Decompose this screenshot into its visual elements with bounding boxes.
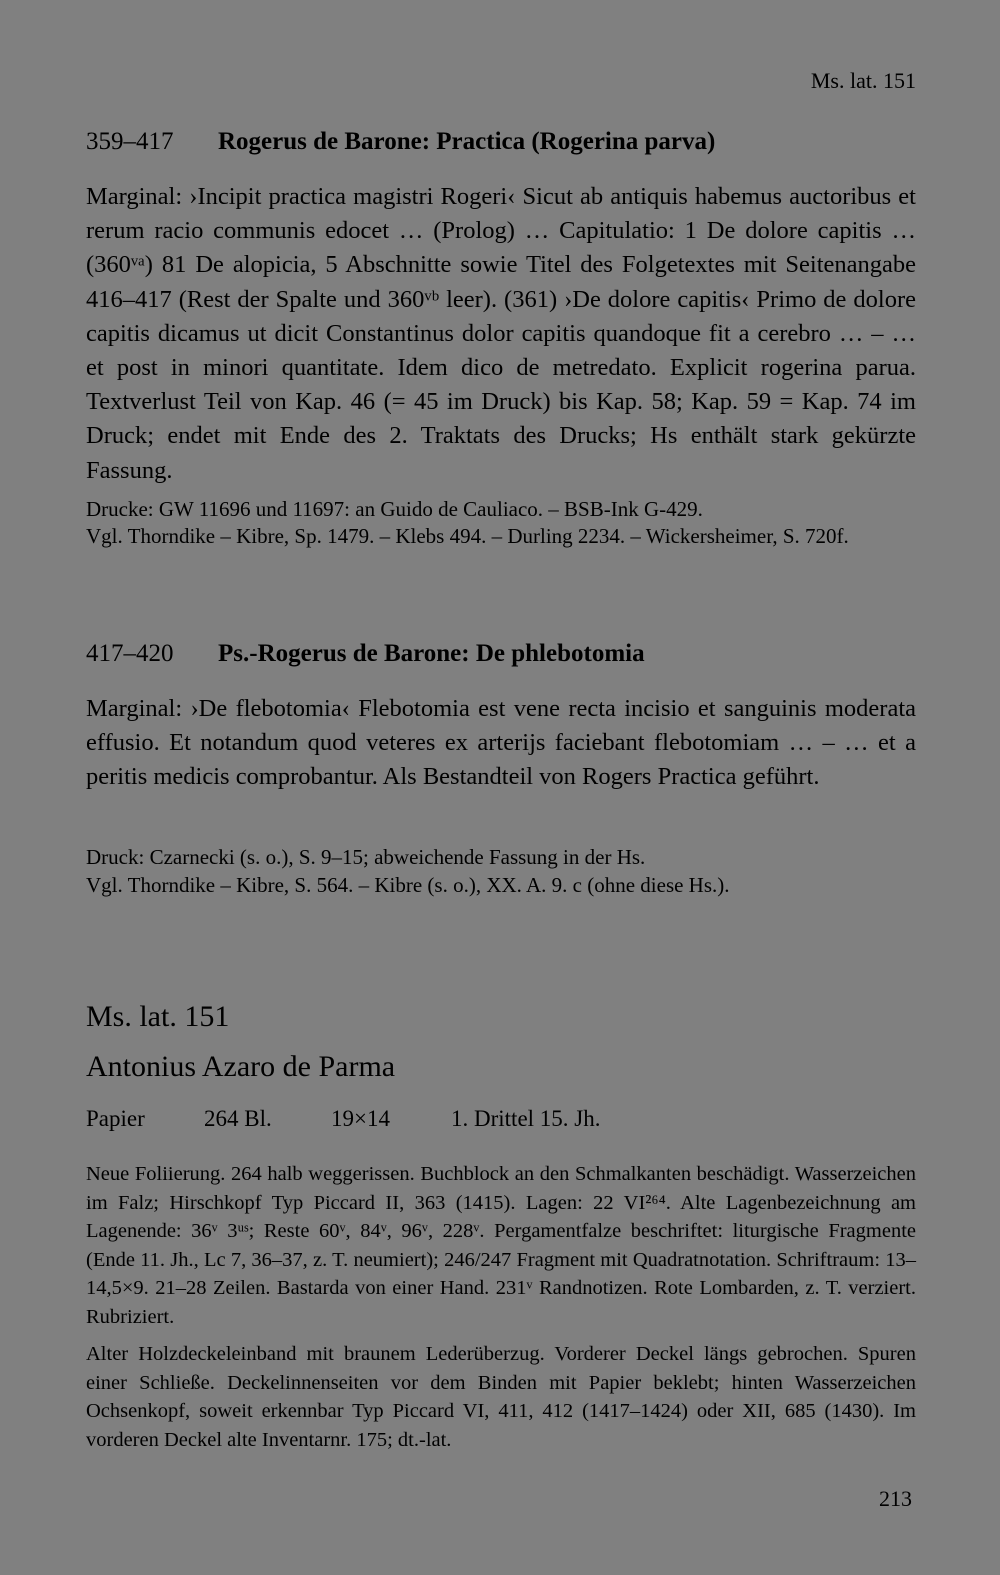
binding-description: Alter Holzdeckeleinband mit braunem Lederüberzug. Vorderer Deckel längs gebrochen. Spuren einer Schließe. Deckelinnenseiten vor dem Binden mit Papier beklebt; hinten Wasserzeichen Ochsenkopf, soweit erkennbar Typ Piccard VI, 411, 412 (1417–1424) oder XII, 685 (1430). Im vorderen Deckel alte Inventarnr. 175; dt.-lat.: [86, 1343, 916, 1451]
print-reference: Druck: Czarnecki (s. o.), S. 9–15; abweichende Fassung in der Hs.: [86, 845, 646, 869]
literature-reference: Vgl. Thorndike – Kibre, S. 564. – Kibre (s. o.), XX. A. 9. c (ohne diese Hs.).: [86, 873, 730, 897]
entry-title: Rogerus de Barone: Practica (Rogerina parva): [218, 128, 716, 155]
manuscript-author: Antonius Azaro de Parma: [86, 1050, 396, 1083]
literature-reference: Vgl. Thorndike – Kibre, Sp. 1479. – Klebs 494. – Durling 2234. – Wickersheimer, S. 720f.: [86, 524, 849, 548]
manuscript-shelfmark: Ms. lat. 151: [86, 1000, 230, 1033]
entry-title: Ps.-Rogerus de Barone: De phlebotomia: [218, 640, 645, 667]
page-number: 213: [879, 1486, 912, 1511]
folio-range: 417–420: [86, 640, 174, 667]
entry-text: Marginal: ›Incipit practica magistri Rogeri‹ Sicut ab antiquis habemus auctoribus et rerum racio communis edocet … (Prolog) … Capitulatio: 1 De dolore capitis … (360ᵛᵃ) 81 De alopicia, 5 Abschnitte sowie Titel des Folgetextes mit Seitenangabe 416–417 (Rest der Spalte und 360ᵛᵇ leer). (361) ›De dolore capitis‹ Primo de dolore capitis dicamus ut dicit Constantinus dolor capitis quandoque fit a cerebro … – … et post in minori quantitate. Idem dico de metredato. Explicit rogerina parua. Textverlust Teil von Kap. 46 (= 45 im Druck) bis Kap. 58; Kap. 59 = Kap. 74 im Druck; endet mit Ende des 2. Traktats des Drucks; Hs enthält stark gekürzte Fassung.: [86, 183, 916, 484]
print-reference: Drucke: GW 11696 und 11697: an Guido de Cauliaco. – BSB-Ink G-429.: [86, 497, 703, 521]
material: Papier: [86, 1106, 145, 1131]
manuscript-metadata: [86, 1106, 601, 1132]
entry-heading: [86, 128, 715, 156]
dating: 1. Drittel 15. Jh.: [451, 1106, 601, 1131]
codicological-description: Neue Foliierung. 264 halb weggerissen. Buchblock an den Schmalkanten beschädigt. Wasserzeichen im Falz; Hirschkopf Typ Piccard II, 363 (1415). Lagen: 22 VI²⁶⁴. Alte Lagenbezeichnung am Lagenende: 36ᵛ 3ᵘˢ; Reste 60ᵛ, 84ᵛ, 96ᵛ, 228ᵛ. Pergamentfalze beschriftet: liturgische Fragmente (Ende 11. Jh., Lc 7, 36–37, z. T. neumiert); 246/247 Fragment mit Quadratnotation. Schriftraum: 13–14,5×9. 21–28 Zeilen. Bastarda von einer Hand. 231ᵛ Randnotizen. Rote Lombarden, z. T. verziert. Rubriziert.: [86, 1163, 916, 1328]
dimensions: 19×14: [331, 1106, 390, 1131]
entry-heading: [86, 640, 645, 668]
folio-range: 359–417: [86, 128, 174, 155]
running-head: Ms. lat. 151: [810, 68, 916, 93]
entry-text: Marginal: ›De flebotomia‹ Flebotomia est vene recta incisio et sanguinis moderata effusio. Et notandum quod veteres ex arterijs faciebant flebotomiam … – … et a peritis medicis comprobantur. Als Bestandteil von Rogers Practica geführt.: [86, 695, 916, 791]
leaf-count: 264 Bl.: [204, 1106, 272, 1131]
